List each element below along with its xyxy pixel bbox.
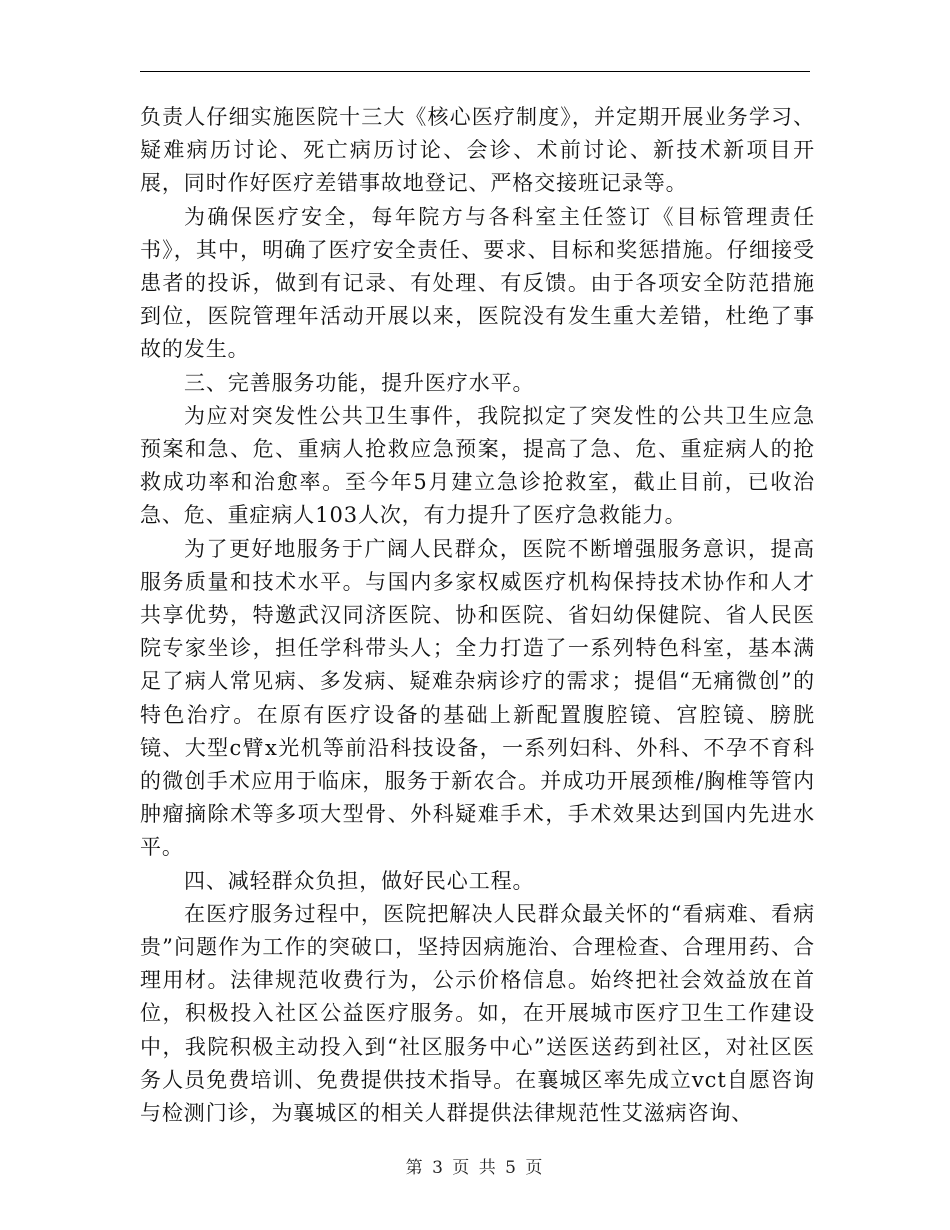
paragraph-7: 在医疗服务过程中，医院把解决人民群众最关怀的“看病难、看病贵”问题作为工作的突破口，坚持因病施治、合理检查、合理用药、合理用材。法律规范收费行为，公示价格信息。始终把社会效益放在首位，积极投入社区公益医疗服务。如，在开展城市医疗卫生工作建设中，我院积极主动投入到“社区服务中心”送医送药到社区，对社区医务人员免费培训、免费提供技术指导。在襄城区率先成立vct自愿咨询与检测门诊，为襄城区的相关人群提供法律规范性艾滋病咨询、: [140, 901, 815, 1126]
section-heading-3: 三、完善服务功能，提升医疗水平。: [184, 370, 535, 395]
paragraph-2: 为确保医疗安全，每年院方与各科室主任签订《目标管理责任书》，其中，明确了医疗安全责任、要求、目标和奖惩措施。仔细接受患者的投诉，做到有记录、有处理、有反馈。由于各项安全防范措施到位，医院管理年活动开展以来，医院没有发生重大差错，杜绝了事故的发生。: [140, 204, 815, 362]
paragraph-1: 负责人仔细实施医院十三大《核心医疗制度》，并定期开展业务学习、疑难病历讨论、死亡病历讨论、会诊、术前讨论、新技术新项目开展，同时作好医疗差错事故地登记、严格交接班记录等。: [140, 105, 815, 196]
header-rule: [140, 71, 810, 72]
paragraph-4: 为应对突发性公共卫生事件，我院拟定了突发性的公共卫生应急预案和急、危、重病人抢救应急预案，提高了急、危、重症病人的抢救成功率和治愈率。至今年5月建立急诊抢救室，截止目前，已收治急、危、重症病人103人次，有力提升了医疗急救能力。: [140, 403, 815, 528]
section-heading-4: 四、减轻群众负担，做好民心工程。: [184, 868, 535, 893]
page-number-footer: 第 3 页 共 5 页: [405, 1158, 545, 1178]
document-body: [140, 101, 815, 1130]
paragraph-5: 为了更好地服务于广阔人民群众，医院不断增强服务意识，提高服务质量和技术水平。与国内多家权威医疗机构保持技术协作和人才共享优势，特邀武汉同济医院、协和医院、省妇幼保健院、省人民医院专家坐诊，担任学科带头人；全力打造了一系列特色科室，基本满足了病人常见病、多发病、疑难杂病诊疗的需求；提倡“无痛微创”的特色治疗。在原有医疗设备的基础上新配置腹腔镜、宫腔镜、膀胱镜、大型c臂x光机等前沿科技设备，一系列妇科、外科、不孕不育科的微创手术应用于临床，服务于新农合。并成功开展颈椎/胸椎等管内肿瘤摘除术等多项大型骨、外科疑难手术，手术效果达到国内先进水平。: [140, 536, 815, 860]
